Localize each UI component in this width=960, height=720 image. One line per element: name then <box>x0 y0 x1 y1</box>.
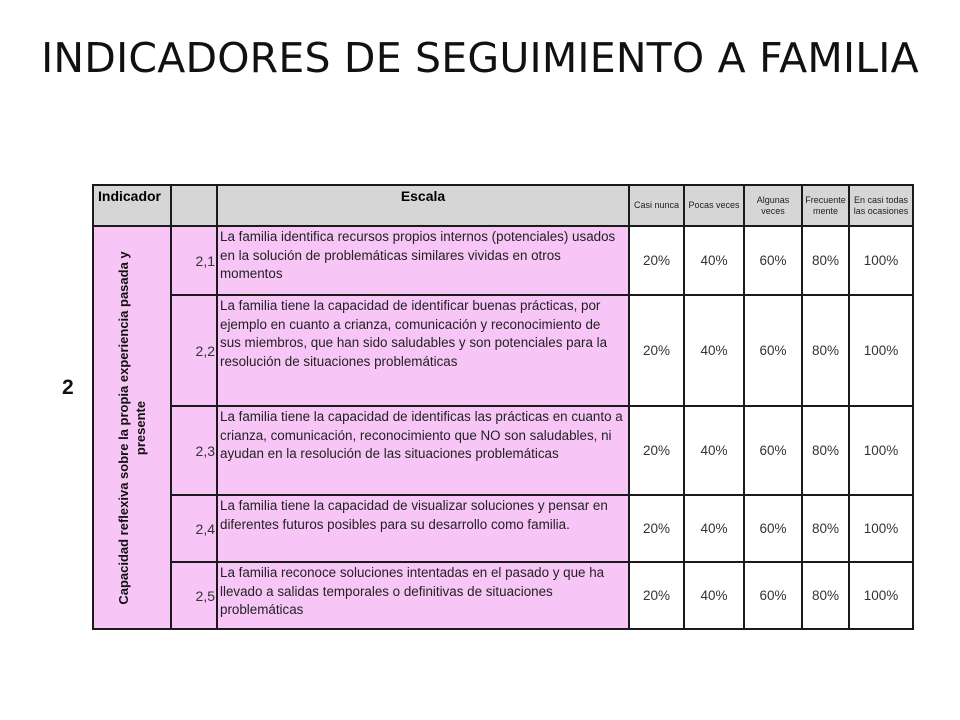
section-number: 2 <box>62 376 74 399</box>
value-pocas-veces: 40% <box>684 226 744 295</box>
value-frecuentemente: 80% <box>802 495 849 562</box>
row-description: La familia identifica recursos propios internos (potenciales) usados en la solución de problemáticas similares vividas en otros momentos <box>217 226 629 295</box>
table-header-row <box>93 185 913 226</box>
table-row <box>93 295 913 406</box>
value-casi-nunca: 20% <box>629 495 684 562</box>
value-algunas-veces: 60% <box>744 295 802 406</box>
value-casi-nunca: 20% <box>629 562 684 629</box>
value-casi-todas: 100% <box>849 226 913 295</box>
header-number-spacer <box>171 185 217 226</box>
indicators-table <box>92 184 914 630</box>
value-frecuentemente: 80% <box>802 295 849 406</box>
value-frecuentemente: 80% <box>802 406 849 495</box>
header-scale-frecuentemente: Frecuente mente <box>802 185 849 226</box>
row-number: 2,2 <box>171 295 217 406</box>
header-scale-casi-nunca: Casi nunca <box>629 185 684 226</box>
value-frecuentemente: 80% <box>802 226 849 295</box>
row-number: 2,5 <box>171 562 217 629</box>
header-escala: Escala <box>217 185 629 226</box>
row-description: La familia reconoce soluciones intentadas en el pasado y que ha llevado a salidas temporales o definitivas de situaciones problemáticas <box>217 562 629 629</box>
table-row <box>93 226 913 295</box>
indicator-label: Capacidad reflexiva sobre la propia experiencia pasada y presente <box>116 250 148 605</box>
row-number: 2,1 <box>171 226 217 295</box>
value-algunas-veces: 60% <box>744 406 802 495</box>
row-number: 2,3 <box>171 406 217 495</box>
indicator-label-cell <box>93 226 171 629</box>
row-description: La familia tiene la capacidad de identificar buenas prácticas, por ejemplo en cuanto a crianza, comunicación y reconocimiento de sus miembros, que han sido saludables y son potenciales para la resolución de situaciones problemáticas <box>217 295 629 406</box>
value-casi-todas: 100% <box>849 562 913 629</box>
value-pocas-veces: 40% <box>684 406 744 495</box>
header-scale-casi-todas: En casi todas las ocasiones <box>849 185 913 226</box>
value-algunas-veces: 60% <box>744 562 802 629</box>
value-frecuentemente: 80% <box>802 562 849 629</box>
value-pocas-veces: 40% <box>684 495 744 562</box>
header-indicador: Indicador <box>93 185 171 226</box>
value-pocas-veces: 40% <box>684 562 744 629</box>
value-casi-nunca: 20% <box>629 295 684 406</box>
table-row <box>93 562 913 629</box>
table-row <box>93 495 913 562</box>
value-casi-nunca: 20% <box>629 406 684 495</box>
value-casi-nunca: 20% <box>629 226 684 295</box>
table-row <box>93 406 913 495</box>
slide-title: INDICADORES DE SEGUIMIENTO A FAMILIA <box>41 34 919 82</box>
row-description: La familia tiene la capacidad de visualizar soluciones y pensar en diferentes futuros posibles para su desarrollo como familia. <box>217 495 629 562</box>
value-casi-todas: 100% <box>849 406 913 495</box>
header-scale-algunas-veces: Algunas veces <box>744 185 802 226</box>
value-pocas-veces: 40% <box>684 295 744 406</box>
header-scale-pocas-veces: Pocas veces <box>684 185 744 226</box>
row-description: La familia tiene la capacidad de identificas las prácticas en cuanto a crianza, comunicación, reconocimiento que NO son saludables, ni ayudan en la resolución de las situaciones problemáticas <box>217 406 629 495</box>
value-algunas-veces: 60% <box>744 495 802 562</box>
value-casi-todas: 100% <box>849 495 913 562</box>
value-casi-todas: 100% <box>849 295 913 406</box>
row-number: 2,4 <box>171 495 217 562</box>
value-algunas-veces: 60% <box>744 226 802 295</box>
